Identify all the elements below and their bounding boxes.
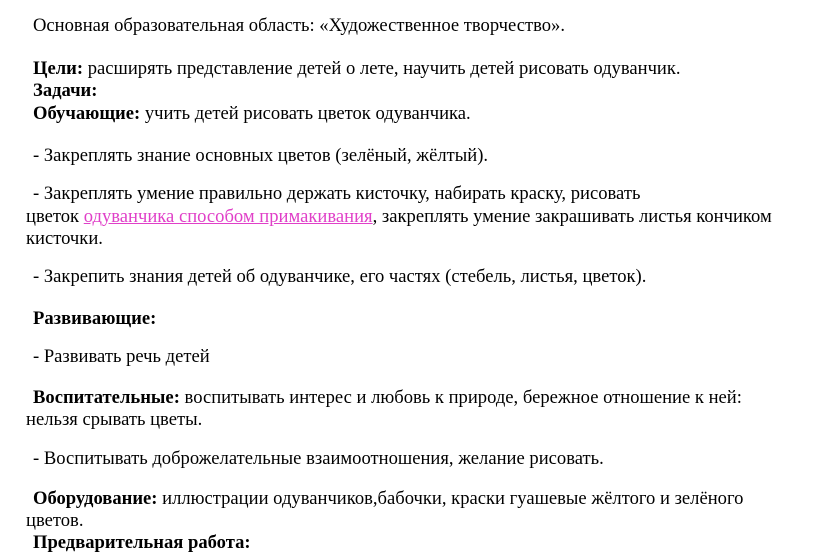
equipment-text: иллюстрации одуванчиков,бабочки, краски гуашевые жёлтого и зелёного xyxy=(157,488,744,509)
dandelion-technique-link[interactable]: одуванчика способом примакивания xyxy=(83,206,373,227)
parts-item: - Закрепить знания детей об одуванчике, его частях (стебель, листья, цветок). xyxy=(33,266,647,287)
colors-item: - Закреплять знание основных цветов (зелёный, жёлтый). xyxy=(33,145,489,166)
teaching-line xyxy=(33,103,471,125)
brush-item-post: , закреплять умение закрашивать листья кончиком xyxy=(372,206,772,227)
goals-line xyxy=(33,58,681,80)
preliminary-heading xyxy=(33,532,251,554)
goals-label: Цели: xyxy=(33,58,84,79)
brush-item-line1: - Закреплять умение правильно держать кисточку, набирать краску, рисовать xyxy=(33,183,641,204)
preliminary-label: Предварительная работа: xyxy=(33,532,251,553)
equipment-line1 xyxy=(33,488,743,510)
equipment-line2: цветов. xyxy=(26,510,84,531)
educational-text: воспитывать интерес и любовь к природе, бережное отношение к ней: xyxy=(179,387,742,408)
brush-item-line2 xyxy=(26,206,772,228)
brush-item-pre: цветок xyxy=(26,206,84,227)
educational-line1 xyxy=(33,387,742,409)
relations-item: - Воспитывать доброжелательные взаимоотношения, желание рисовать. xyxy=(33,448,604,469)
teaching-text: учить детей рисовать цветок одуванчика. xyxy=(140,103,471,124)
developing-heading xyxy=(33,308,156,330)
educational-label: Воспитательные: xyxy=(33,387,180,408)
tasks-heading xyxy=(33,80,97,102)
goals-text: расширять представление детей о лете, научить детей рисовать одуванчик. xyxy=(83,58,681,79)
developing-label: Развивающие: xyxy=(33,308,157,329)
speech-item: - Развивать речь детей xyxy=(33,346,210,367)
teaching-label: Обучающие: xyxy=(33,103,141,124)
educational-line2: нельзя срывать цветы. xyxy=(26,409,203,430)
equipment-label: Оборудование: xyxy=(33,488,158,509)
educational-area-line: Основная образовательная область: «Художественное творчество». xyxy=(33,15,565,36)
brush-item-line3: кисточки. xyxy=(26,228,103,249)
tasks-label: Задачи: xyxy=(33,80,98,101)
